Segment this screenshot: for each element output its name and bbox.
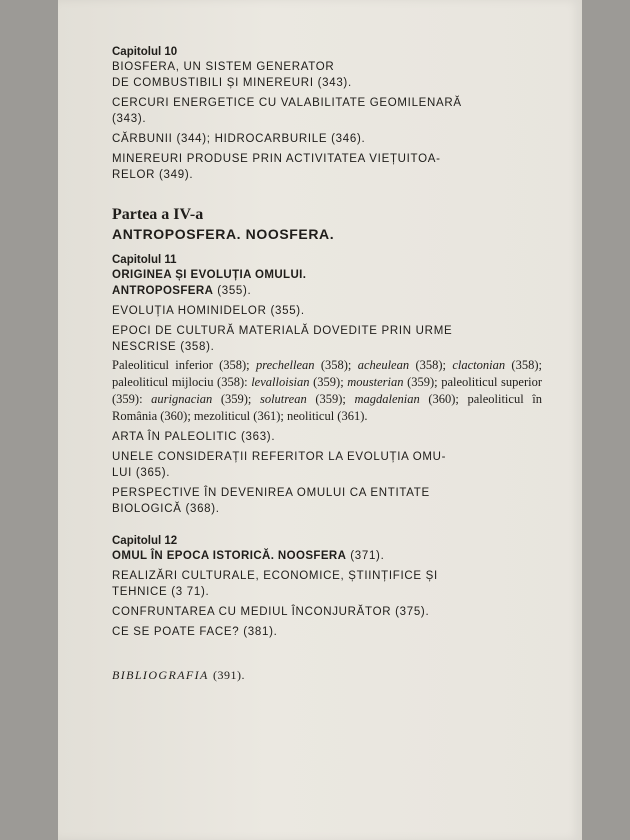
detail-text: (359); bbox=[309, 375, 348, 389]
detail-term: acheulean bbox=[357, 358, 410, 372]
toc-entry bbox=[112, 59, 542, 91]
detail-text: (360); paleoliticul în România (360); mezoliticul (361); neoliticul (361). bbox=[112, 392, 542, 423]
toc-entry bbox=[112, 429, 542, 445]
bibliography-entry bbox=[112, 668, 542, 683]
toc-line: MINEREURI PRODUSE PRIN ACTIVITATEA VIEȚUITOA- bbox=[112, 153, 441, 165]
toc-line: UNELE CONSIDERAȚII REFERITOR LA EVOLUȚIA OMU- bbox=[112, 451, 447, 463]
toc-entry bbox=[112, 485, 542, 517]
toc-line: EPOCI DE CULTURĂ MATERIALĂ DOVEDITE PRIN URME bbox=[112, 325, 453, 337]
toc-entry bbox=[112, 449, 542, 481]
detail-term: solutrean bbox=[259, 392, 307, 406]
toc-line: PERSPECTIVE ÎN DEVENIREA OMULUI CA ENTITATE bbox=[112, 487, 430, 499]
toc-line: OMUL ÎN EPOCA ISTORICĂ. NOOSFERA bbox=[112, 550, 347, 562]
toc-entry bbox=[112, 624, 542, 640]
part-4-title: ANTROPOSFERA. NOOSFERA. bbox=[112, 226, 335, 242]
detail-term: levalloisian bbox=[251, 375, 310, 389]
chapter-11-title bbox=[112, 267, 542, 299]
toc-line: ARTA ÎN PALEOLITIC (363). bbox=[112, 431, 276, 443]
toc-entry bbox=[112, 151, 542, 183]
detail-term: magdalenian bbox=[354, 392, 420, 406]
toc-line: EVOLUȚIA HOMINIDELOR (355). bbox=[112, 305, 305, 317]
chapter-10-heading: Capitolul 10 bbox=[112, 46, 178, 58]
toc-line: (343). bbox=[112, 113, 147, 125]
toc-line: NESCRISE (358). bbox=[112, 341, 215, 353]
detail-term: prechellean bbox=[255, 358, 315, 372]
detail-text: (359); bbox=[212, 392, 260, 406]
toc-line: CE SE POATE FACE? (381). bbox=[112, 626, 278, 638]
toc-page: (355). bbox=[217, 285, 252, 297]
table-of-contents bbox=[112, 46, 542, 683]
detail-text: (359); bbox=[306, 392, 355, 406]
detail-text: (358); bbox=[314, 358, 358, 372]
bibliography-label: BIBLIOGRAFIA bbox=[112, 668, 209, 682]
toc-line: ANTROPOSFERA bbox=[112, 285, 214, 297]
detail-term: aurignacian bbox=[151, 392, 213, 406]
toc-line: CERCURI ENERGETICE CU VALABILITATE GEOMILENARĂ bbox=[112, 97, 462, 109]
detail-term: clactonian bbox=[452, 358, 506, 372]
detail-text: (358); bbox=[409, 358, 453, 372]
part-4-label: Partea a IV-a bbox=[112, 206, 204, 223]
toc-page: (371). bbox=[350, 550, 385, 562]
toc-entry bbox=[112, 95, 542, 127]
detail-term: mousterian bbox=[347, 375, 404, 389]
toc-entry bbox=[112, 323, 542, 355]
toc-line: LUI (365). bbox=[112, 467, 171, 479]
paleolithic-details bbox=[112, 357, 542, 425]
chapter-12-heading: Capitolul 12 bbox=[112, 535, 178, 547]
bibliography-page: (391). bbox=[212, 668, 245, 682]
book-page bbox=[58, 0, 582, 840]
detail-text: (359); paleoliticul superior (359): bbox=[112, 375, 542, 406]
toc-entry bbox=[112, 568, 542, 600]
toc-entry bbox=[112, 131, 542, 147]
toc-entry bbox=[112, 303, 542, 319]
toc-line: ORIGINEA ȘI EVOLUȚIA OMULUI. bbox=[112, 269, 307, 281]
detail-text: (358); paleoliticul mijlociu (358): bbox=[112, 358, 542, 389]
toc-line: BIOSFERA, UN SISTEM GENERATOR bbox=[112, 61, 335, 73]
toc-line: CONFRUNTAREA CU MEDIUL ÎNCONJURĂTOR (375). bbox=[112, 606, 430, 618]
toc-line: CĂRBUNII (344); HIDROCARBURILE (346). bbox=[112, 133, 366, 145]
toc-line: TEHNICE (3 71). bbox=[112, 586, 210, 598]
chapter-12-title bbox=[112, 548, 542, 564]
toc-line: REALIZĂRI CULTURALE, ECONOMICE, ȘTIINȚIFICE ȘI bbox=[112, 570, 438, 582]
toc-line: DE COMBUSTIBILI ȘI MINEREURI (343). bbox=[112, 77, 352, 89]
toc-entry bbox=[112, 604, 542, 620]
chapter-11-heading: Capitolul 11 bbox=[112, 254, 177, 266]
toc-line: RELOR (349). bbox=[112, 169, 194, 181]
toc-line: BIOLOGICĂ (368). bbox=[112, 503, 220, 515]
detail-text: Paleoliticul inferior (358); bbox=[112, 358, 256, 372]
